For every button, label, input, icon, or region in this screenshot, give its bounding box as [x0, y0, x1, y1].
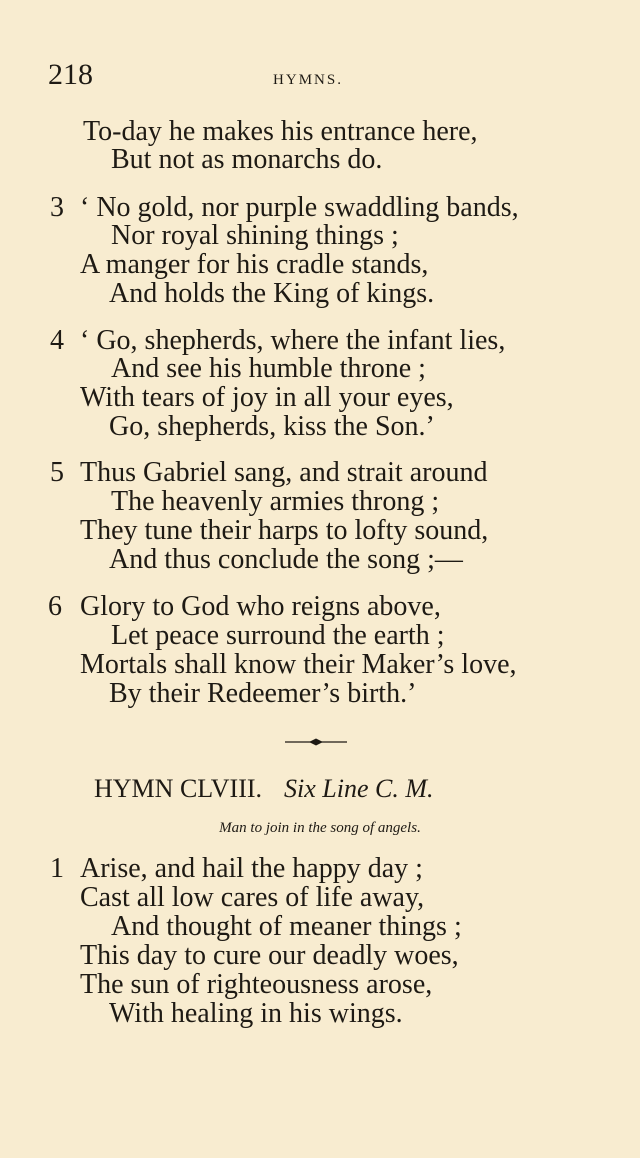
- verse-number: 5: [50, 457, 64, 488]
- verse-line: Cast all low cares of life away,: [80, 882, 425, 913]
- verse-line: Let peace surround the earth ;: [111, 620, 445, 651]
- verse-line: Arise, and hail the happy day ;: [80, 853, 423, 884]
- verse-line: A manger for his cradle stands,: [80, 249, 429, 280]
- verse-line: They tune their harps to lofty sound,: [80, 515, 489, 546]
- verse-line: This day to cure our deadly woes,: [80, 940, 459, 971]
- verse-line: Mortals shall know their Maker’s love,: [80, 649, 517, 680]
- running-head: HYMNS.: [273, 72, 343, 88]
- verse-line: The heavenly armies throng ;: [111, 486, 440, 517]
- hymn-number: HYMN CLVIII.: [94, 774, 263, 803]
- hymn-meter: Six Line C. M.: [284, 774, 434, 803]
- verse-line: And thus conclude the song ;—: [109, 544, 463, 575]
- verse-line: But not as monarchs do.: [111, 144, 383, 175]
- verse-line: ‘ No gold, nor purple swaddling bands,: [80, 192, 519, 223]
- verse-line: With healing in his wings.: [109, 998, 403, 1029]
- verse-number: 1: [50, 853, 64, 884]
- verse-line: And see his humble throne ;: [111, 353, 426, 384]
- ornament-divider: [285, 738, 347, 746]
- verse-line: Glory to God who reigns above,: [80, 591, 441, 622]
- verse-number: 4: [50, 325, 64, 356]
- page-header: [48, 58, 568, 98]
- verse-line: And thought of meaner things ;: [111, 911, 462, 942]
- hymn-title: [94, 774, 434, 804]
- verse-line: Go, shepherds, kiss the Son.’: [109, 411, 435, 442]
- verse-line: To-day he makes his entrance here,: [83, 116, 478, 147]
- hymn-subtitle: Man to join in the song of angels.: [219, 820, 421, 836]
- verse-number: 6: [48, 591, 62, 622]
- page-number: 218: [48, 58, 93, 91]
- verse-number: 3: [50, 192, 64, 223]
- verse-line: Thus Gabriel sang, and strait around: [80, 457, 488, 488]
- verse-line: And holds the King of kings.: [109, 278, 435, 309]
- verse-line: Nor royal shining things ;: [111, 220, 399, 251]
- verse-line: The sun of righteousness arose,: [80, 969, 433, 1000]
- verse-line: ‘ Go, shepherds, where the infant lies,: [80, 325, 506, 356]
- verse-line: By their Redeemer’s birth.’: [109, 678, 417, 709]
- verse-line: With tears of joy in all your eyes,: [80, 382, 454, 413]
